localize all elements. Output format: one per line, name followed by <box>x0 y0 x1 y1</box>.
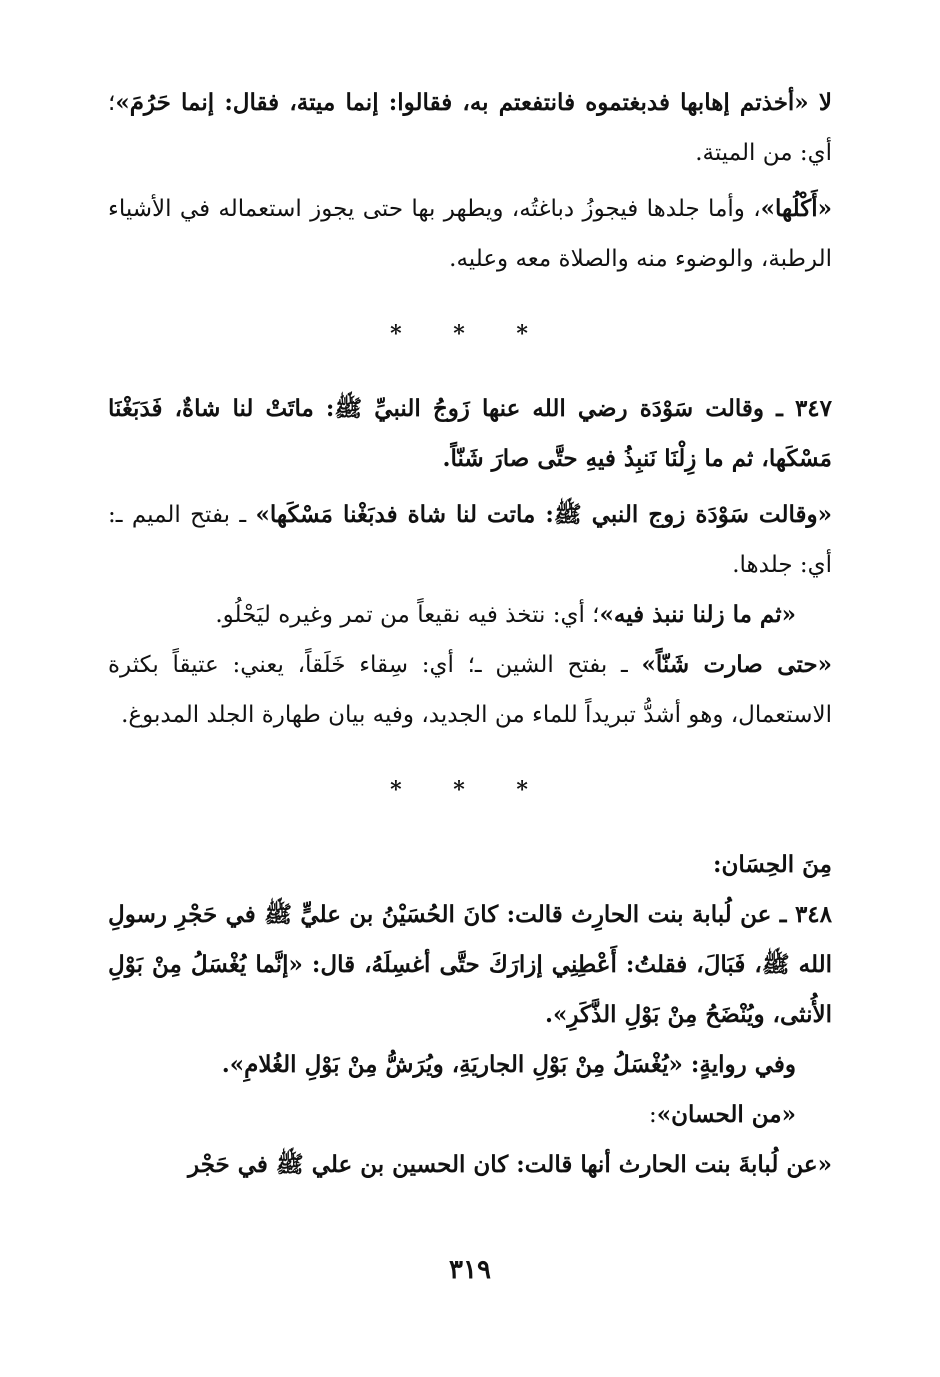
quoted-text: «عن لُبابةَ بنت الحارث أنها قالت: كان الحسين بن علي ﷺ في حَجْر <box>188 1151 832 1178</box>
commentary-text: : <box>649 1102 657 1128</box>
commentary-text: ، وأما جلدها فيجوزُ دباغتُه، ويطهر بها حتى يجوز استعماله في الأشياء الرطبة، والوضوء منه والصلاة معه وعليه. <box>108 196 832 272</box>
quoted-text: «أَكْلُها» <box>760 195 832 222</box>
quoted-text: «وقالت سَوْدَة زوج النبي ﷺ: ماتت لنا شاة فدبَغْنا مَسْكَها» <box>255 501 832 528</box>
paragraph-commentary-2 <box>108 184 832 284</box>
page-number: ٣١٩ <box>449 1255 491 1285</box>
riwaya-label: وفي روايةٍ: <box>682 1051 796 1078</box>
quoted-text: «من الحسان» <box>656 1101 796 1128</box>
paragraph-commentary-1 <box>108 78 832 178</box>
commentary-text: ؛ أي: نتخذ فيه نقيعاً من تمر وغيره ليَحْلُو. <box>215 602 600 628</box>
quoted-text: «ثم ما زلنا ننبذ فيه» <box>599 601 796 628</box>
paragraph-commentary-4 <box>108 590 832 640</box>
quoted-text: لا «أخذتم إهابها فدبغتموه فانتفعتم به، فقالوا: إنما ميتة، فقال: إنما حَرُمَ» <box>115 89 832 116</box>
paragraph-commentary-5 <box>108 640 832 740</box>
paragraph-commentary-3 <box>108 490 832 590</box>
paragraph-commentary-6 <box>108 1090 832 1140</box>
section-heading-hisan <box>108 840 832 890</box>
heading-text: مِنَ الحِسَان: <box>713 851 832 878</box>
section-separator: * * * <box>390 777 550 803</box>
paragraph-commentary-7 <box>108 1140 832 1190</box>
quoted-text: «حتى صارت شَنّاً» <box>641 651 832 678</box>
commentary-text: ؛ أي: من الميتة. <box>108 90 832 166</box>
commentary-text: ـ بفتح الشين ـ؛ أي: سِقاء خَلَقاً، يعني: عتيقاً بكثرة الاستعمال، وهو أشدُّ تبريداً للماء من الجديد، وفيه بيان طهارة الجلد المدبوغ. <box>108 652 832 728</box>
quoted-text: «يُغْسَلُ مِنْ بَوْلِ الجاريَةِ، ويُرَشُّ مِنْ بَوْلِ الغُلامِ». <box>221 1051 683 1078</box>
hadith-text: ٣٤٧ ـ وقالت سَوْدَة رضي الله عنها زَوجُ النبيِّ ﷺ: ماتَتْ لنا شاةٌ، فَدَبَغْنَا مَسْكَها، ثم ما زِلْنَا نَنبِذُ فيهِ حتَّى صارَ شَنّاً. <box>108 395 832 472</box>
paragraph-riwaya <box>108 1040 832 1090</box>
commentary-text: ـ بفتح الميم ـ: أي: جلدها. <box>108 502 832 578</box>
hadith-text: ٣٤٨ ـ عن لُبابة بنت الحارِث قالت: كانَ الحُسَيْنُ بن عليٍّ ﷺ في حَجْرِ رسولِ الله ﷺ، فَبَالَ، فقلتُ: أَعْطِنِي إزارَكَ حتَّى أغسِلَهُ، قال: «إنَّما يُغْسَلُ مِنْ بَوْلِ الأُنثى، ويُنْضَحُ مِنْ بَوْلِ الذَّكَرِ». <box>108 901 832 1028</box>
hadith-348 <box>108 890 832 1040</box>
hadith-347 <box>108 384 832 484</box>
section-separator: * * * <box>390 321 550 347</box>
